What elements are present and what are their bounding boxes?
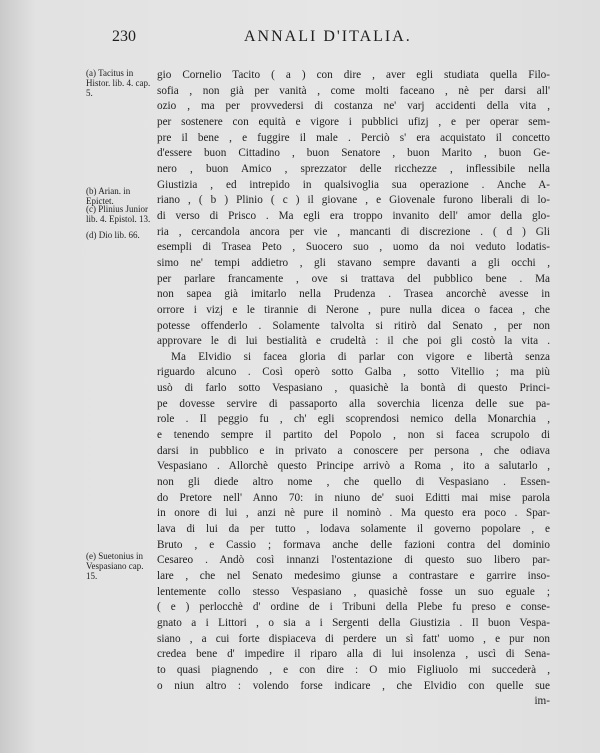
text-line: Vespasiano . Allorchè questo Principe arrivò a Roma , ito a salutarlo , <box>157 460 550 473</box>
margin-note-e: (e) Suetonius in Vespasiano cap. 15. <box>86 551 144 581</box>
text-line: per sostenere con equità e vigore i pubblici ufizj , e per operar sem- <box>157 115 550 128</box>
text-line: Cesareo . Andò così innanzi l'ostentazione di questo suo libero par- <box>157 554 550 567</box>
margin-note-c: (c) Plinius Junior lib. 4. Epistol. 13. <box>86 204 151 224</box>
text-line: non sapea già imitarlo nella Prudenza . Trasea ancorchè avesse in <box>157 288 550 301</box>
text-line: pe dovesse servire di passaporto alla soverchia licenza delle sue pa- <box>157 397 550 410</box>
text-line: riano , ( b ) Plinio ( c ) il giovane , e Giovenale furono liberali di lo- <box>157 194 550 207</box>
body-text <box>157 68 550 710</box>
text-line: lare , che nel Senato medesimo giunse a contrastare e garrire inso- <box>157 570 550 582</box>
catchword: im- <box>534 695 550 708</box>
margin-note-d: (d) Dio lib. 66. <box>86 230 140 240</box>
text-line: simo ne' tempi addietro , gli stavano sempre davanti a gli occhi , <box>157 256 550 269</box>
text-line: Bruto , e Cassio ; formava anche delle fazioni contra del dominio <box>157 538 550 551</box>
text-line: di verso di Prisco . Ma egli era troppo invanito dell' amor della glo- <box>157 209 550 222</box>
text-line: gnato a i Littori , o sia a i Sergenti della Giustizia . Il buon Vespa- <box>157 616 550 629</box>
text-line: ( e ) perlocchè d' ordine de i Tribuni della Plebe fu preso e conse- <box>157 601 550 614</box>
text-line: sofia , non già per vanità , come molti faceano , nè per darsi all' <box>157 84 550 97</box>
text-line: in onore di lui , anzi nè pure il nominò . Ma questo era poco . Spar- <box>157 507 550 520</box>
text-line: do Pretore nell' Anno 70: in niuno de' suoi Editti mai mise parola <box>157 491 550 504</box>
text-line: role . Il peggio fu , ch' egli scoprendosi nemico della Monarchia , <box>157 413 550 426</box>
text-line: lentemente collo stesso Vespasiano , quasichè fosse un suo eguale ; <box>157 585 550 598</box>
page-number: 230 <box>112 28 136 45</box>
text-line: lava di lui da per tutto , lodava solamente il governo popolare , e <box>157 523 550 536</box>
margin-note-a: (a) Tacitus in Histor. lib. 4. cap. 5. <box>86 68 151 98</box>
margin-note-b: (b) Arian. in Epictet. <box>86 186 131 206</box>
text-line: d'essere buon Cittadino , buon Senatore , buon Marito , buon Ge- <box>157 147 550 160</box>
text-line: usò di farlo sotto Vespasiano , quasichè la bontà di questo Princi- <box>157 382 550 395</box>
running-title: ANNALI D'ITALIA. <box>244 28 412 45</box>
text-line: riguardo alcuno . Così operò sotto Galba , sotto Vitellio ; ma più <box>157 366 550 379</box>
text-line: credea bene d' impedire il riparo alla di lui insolenza , uscì di Sena- <box>157 648 550 661</box>
text-line: Giustizia , ed intrepido in qualsivoglia sua operazione . Anche A- <box>157 178 550 191</box>
text-line: pre il bene , e fuggire il male . Perciò s' era acquistato il concetto <box>157 131 550 144</box>
text-line: potesse offenderlo . Solamente talvolta si ritirò dal Senato , per non <box>157 319 550 332</box>
text-line: o niun altro : volendo forse indicare , che Elvidio con quelle sue <box>157 679 550 692</box>
text-line: siano , a cui forte dispiaceva di perdere un sì fatt' uomo , e pur non <box>157 632 550 645</box>
text-line: darsi in pubblico e in privato a conoscere per persona , che odiava <box>157 444 550 457</box>
text-line: to quasi piagnendo , e con dire : O mio Figliuolo mi succederà , <box>157 663 550 676</box>
text-line: Ma Elvidio si facea gloria di parlar con vigore e libertà senza <box>171 350 550 363</box>
text-line: ria , cercandola ancora per vie , mancanti di discrezione . ( d ) Gli <box>157 225 550 238</box>
text-line: e tenendo sempre il partito del Popolo , non si facea scrupolo di <box>157 429 550 442</box>
text-line: esempli di Trasea Peto , Suocero suo , uomo da noi veduto lodatis- <box>157 241 550 254</box>
text-line: non gli diede altro nome , che quello di Vespasiano . Essen- <box>157 476 550 489</box>
text-line: gio Cornelio Tacito ( a ) con dire , aver egli studiata quella Filo- <box>157 69 550 81</box>
text-line: per parlare francamente , ove si trattava del pubblico bene . Ma <box>157 272 550 285</box>
text-line: ozio , ma per provvedersi di costanza ne' varj accidenti della vita , <box>157 100 550 113</box>
text-line: orrore i vizj e le tirannie di Nerone , pure nulla dicea o facea , che <box>157 303 550 316</box>
text-line: nero , buon Amico , sprezzator delle ricchezze , inflessibile nella <box>157 162 550 175</box>
text-line: approvare le di lui bestialità e crudeltà : il che poi gli costò la vita . <box>157 335 550 348</box>
